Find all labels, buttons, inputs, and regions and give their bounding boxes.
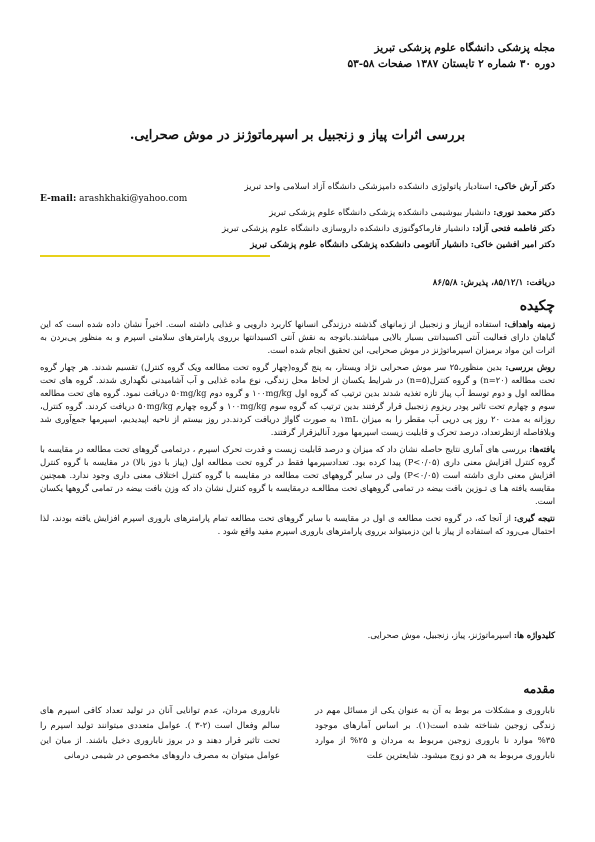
abstract-body bbox=[40, 318, 555, 542]
author-name: دکتر فاطمه فتحی آزاد: bbox=[472, 224, 555, 234]
journal-name: مجله پزشکی دانشگاه علوم پزشکی تبریز bbox=[374, 42, 555, 54]
highlight-underline bbox=[40, 255, 270, 257]
abstract-results bbox=[40, 443, 555, 508]
received-accepted-dates: دریافت: ۸۵/۱۲/۱، پذیرش: ۸۶/۵/۸ bbox=[432, 278, 555, 288]
author-name: دکتر امیر افشین خاکی: bbox=[470, 240, 555, 250]
section-text: بررسی های آماری نتایج حاصله نشان داد که میزان و درصد قابلیت زیست و قدرت تحرک اسپرم ، درتمامی گروهای تحت مطالعه در مقایسه با گروه کنترل افزایش معنی داری (P<۰/۰۵) پیدا کرده بود. تعدادسپرمها فقط در گروه تحت مطالعه اول (پیاز با دوز بالا) در مقایسه با گروه کنترل افزایش معنی داری داشته است (P<۰/۰۵) ولی در سایر گروههای تحت مطالعه در مقایسه با گروه کنترل اختلاف معنی داری وجود ندارد. همچنین مقایسه یافته هـا ی تـوزین بافت بیضه در تمامی گروههای تحت مطالعـه درمقایسه با گروه کنترل نشان داد که وزن بافت بیضه در تمامی گروهها یکسان است. bbox=[40, 444, 555, 506]
author-affiliation: استادیار پاتولوژی دانشکده دامپزشکی دانشگاه آزاد اسلامی واحد تبریز bbox=[244, 182, 492, 192]
journal-header bbox=[155, 40, 555, 72]
section-text: از آنجا که، در گروه تحت مطالعه ی اول در مقایسه با سایر گروهای تحت مطالعه تمام پارامترهای باروری اسپرم افزایش یافته بودند، لذا احتمال می‌رود که استفاده از پیاز با این دزمیتواند برروی پارامترهای باروری اسپرم مفید واقع شود . bbox=[40, 513, 555, 536]
intro-column-left: ناباروری مردان، عدم توانایی آنان در تولید تعداد کافی اسپرم های سالم وفعال است (۲-۳ ). عوامل متعددی میتوانند تولید اسپرم را تحت تاثیر قرار دهند و در بروز ناباروری دخیل باشند. از میان این عوامل میتوان به مصرف داروهای مخصوص در شیمی درمانی bbox=[40, 706, 280, 761]
section-label: نتیجه گیری: bbox=[513, 513, 555, 523]
abstract-methods bbox=[40, 361, 555, 439]
author-row bbox=[35, 222, 555, 236]
keywords-label: کلیدواژه ها: bbox=[513, 630, 555, 640]
section-label: روش بررسی: bbox=[505, 362, 556, 372]
author-list bbox=[35, 180, 555, 254]
author-name: دکتر آرش خاکی: bbox=[494, 182, 555, 192]
abstract-heading: چکیده bbox=[519, 298, 555, 314]
author-name: دکتر محمد نوری: bbox=[493, 208, 555, 218]
keywords bbox=[40, 630, 555, 640]
abstract-conclusion bbox=[40, 512, 555, 538]
email-label: E-mail: bbox=[40, 194, 77, 204]
section-text: استفاده ازپیاز و زنجبیل از زمانهای گذشته درزندگی انسانها کاربرد دارویی و غذایی داشته است. اخیراً نشان داده شده است که این گیاهان دارای فعالیت آنتی اکسیدانتی بسیار بالایی میباشند.باتوجه به نقش آنتی اکسیدانتها برروی پارامترهای سلامتی اسپرم و به منظور پی‌بردن به اثرات این مواد برمیزان اسپرماتوژنز در موش صحرایی، این تحقیق انجام شده است. bbox=[40, 319, 555, 355]
author-row bbox=[35, 206, 555, 220]
article-title: بررسی اثرات پیاز و زنجبیل بر اسپرماتوژنز در موش صحرایی. bbox=[129, 128, 466, 143]
intro-column-right: ناباروری و مشکلات مر بوط به آن به عنوان یکی از مسائل مهم در زندگی زوجین شناخته شده است(۱). بر اساس آمارهای موجود ۳۵% موارد نا باروری زوجین مربوط به مردان و ۲۵% از موارد ناباروری مربوط به هر دو زوج میشود. شایعترین علت bbox=[315, 706, 555, 761]
author-row bbox=[35, 180, 555, 194]
journal-issue: دوره ۳۰ شماره ۲ تابستان ۱۳۸۷ صفحات ۵۸-۵۳ bbox=[347, 58, 555, 70]
section-text: بدین منظور،۲۵ سر موش صحرایی نژاد ویستار، به پنج گروه(چهار گروه تحت مطالعه ویک گروه کنترل) تقسیم شدند. هر چهار گروه تحت مطالعه (n=۲۰) و گروه کنترل(n=۵) در شرایط یکسان از لحاظ محل زندگی، نوع ماده غذایی و آب آشامیدنی نگهداری شدند. گروه های تحت مطالعه اول و دوم توسط آب پیاز تازه تغذیه شدند بدین ترتیب که گروه اول ۱۰۰mg/kg و گروه دوم ۵۰mg/kg دریافت نمود. گروه های تحت مطالعه سوم و چهارم تحت تاثیر پودر ریزوم زنجبیل قرار گرفتند بدین ترتیب که گروه سوم ۱۰۰mg/kg و گروه چهارم ۵۰mg/kg دریافت کردند. گروه کنترل، روزانه به مدت ۲۰ روز پی درپی آب مقطر را به میزان ۱mL به صورت گاواژ دریافت کردند.در روز بیستم از ناحیه اپیدیدیم، اسپرمها جمع‌آوری شد وبلافاصله ازنظرتعداد، درصد تحرک و قابلیت زیست اسپرمها مورد آنالیزقرار گرفتند. bbox=[40, 362, 555, 437]
section-label: زمینه واهداف: bbox=[504, 319, 555, 329]
author-affiliation: دانشیار فارماکوگنوزی دانشکده داروسازی دانشگاه علوم پزشکی تبریز bbox=[221, 224, 470, 234]
email-value: arashkhaki@yahoo.com bbox=[79, 194, 188, 204]
author-row bbox=[35, 238, 555, 252]
abstract-background bbox=[40, 318, 555, 357]
introduction-heading: مقدمه bbox=[523, 682, 555, 696]
keywords-value: اسپرماتوژنز، پیاز، زنجبیل، موش صحرایی. bbox=[367, 630, 512, 640]
author-affiliation: دانشیار آناتومی دانشکده پزشکی دانشگاه علوم پزشکی تبریز bbox=[250, 240, 469, 250]
section-label: یافته‌ها: bbox=[529, 444, 555, 454]
author-affiliation: دانشیار بیوشیمی دانشکده پزشکی دانشگاه علوم پزشکی تبریز bbox=[269, 208, 491, 218]
